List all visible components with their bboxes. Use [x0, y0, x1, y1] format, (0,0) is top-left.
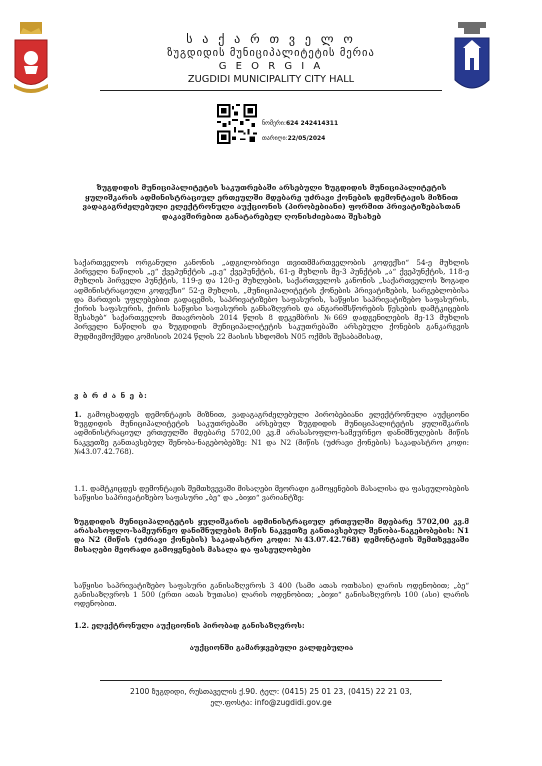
header-cityhall-georgian: ზუგდიდის მუნიციპალიტეტის მერია [167, 47, 375, 59]
doc-number [262, 120, 338, 127]
doc-number-label: ნომერი: [262, 120, 286, 127]
document-title: ზუგდიდის მუნიციპალიტეტის საკუთრებაში არსებული ზუგდიდის მუნიციპალიტეტის ყულიშკარის ადმინისტრაციულ ერთეულში მდებარე უძრავი ქონების დემონტაჟის მიზნით ვადაგაგრძელებული ელექტრონული აუქციონის (პირობებიანი) ფორმით პრივატიზებასთან დაკავშირებით განატარებელ ღონისძიებათა შესახებ [82, 183, 461, 221]
footer-divider [100, 680, 442, 681]
header-country-english: G E O R G I A [218, 61, 324, 72]
header-cityhall-english: ZUGDIDI MUNICIPALITY CITY HALL [187, 74, 355, 85]
doc-date-label: თარიღი: [262, 135, 288, 142]
item-1-2: 1.2. ელექტრონული აუქციონის პირობად განისაზღვროს: [74, 621, 305, 630]
doc-number-value: 624 242414311 [285, 120, 339, 127]
intro-paragraph: საქართველოს ორგანული კანონის „ადგილობრივი თვითმმართველობის კოდექსი“ 54-ე მუხლის პირველი ნაწილის „ე“ ქვეპუნქტის „ე.ე“ ქვეპუნქტის, 61-ე მუხლის მე-3 პუნქტის „ა“ ქვეპუნქტის, 118-ე მუხლის პირველი პუნქტის, 119-ე და 120-ე მუხლების, საქართველოს კანონის „საქართველოს ზოგადი ადმინისტრაციული კოდექსი“ 52-ე მუხლის, „მუნიციპალიტეტის ქონების პრივატიზების, სარგებლობისა და მართვის უფლებებით გადაცემის, საპრივატიზებო საფასურის, საწყისი საპრივატიზებო საფასურის, ქირის საფასურის, ქირის საწყისი საფასურის განსაზღვრის და ანგარიშსწორების წესების დამტკიცების შესახებ“ საქართველოს მთავრობის 2014 წლის 8 დეკემბრის №669 დადგენილების მე-13 მუხლის პირველი ნაწილის და ზუგდიდის მუნიციპალიტეტის საკუთრებაში არსებული ქონების განკარგვის მუდმივმოქმედი კომისიის 2024 წლის 22 მაისის სხდომის N05 ოქმის შესაბამისად, [74, 258, 469, 341]
item-1-text: გამოცხადდეს დემონტაჟის მიზნით, ვადაგაგრძელებული პირობებიანი ელექტრონული აუქციონი ზუგდიდის მუნიციპალიტეტის საკუთრებაში არსებულ ზუგდიდის მუნიციპალიტეტის ყულიშკარის ადმინისტრაციულ ერთეულში მდებარე 5702,00 კვ.მ არასასოფლო-სამეურნეო დანიშნულების მიწის ნაკვეთზე განთავსებულ შენობა-ნაგებობებზე: N1 და N2 (მიწის (უძრავი ქონების) საკადასტრო კოდი: №43.07.42.768). [74, 410, 469, 456]
item-1-1-property: ზუგდიდის მუნიციპალიტეტის ყულიშკარის ადმინისტრაციულ ერთეულში მდებარე 5702,00 კვ.მ არასასოფლო-სამეურნეო დანიშნულების მიწის ნაკვეთზე განთავსებულ შენობა-ნაგებობების: N1 და N2 (მიწის (უძრავი ქონების) საკადასტრო კოდი: №43.07.42.768) დემონტაჟის შემთხვევაში მისაღები მეორადი გამოყენების მასალა და ფასეულობები [74, 517, 469, 554]
qr-code-icon [217, 104, 257, 144]
footer-email: ელ.ფოსტა: info@zugdidi.gov.ge [210, 698, 332, 707]
doc-date [262, 135, 325, 142]
starting-price: საწყისი საპრივატიზებო საფასური განისაზღვროს 3 400 (სამი ათას ოთხასი) ლარის ოდენობით; „ბე“ განისაზღვროს 1 500 (ერთი ათას ხუთასი) ლარის ოდენობით; „ბიჯი“ განისაზღვროს 100 (ასი) ლარის ოდენობით. [74, 581, 469, 609]
decree-label: ვ ბ რ ძ ა ნ ე ბ: [74, 391, 148, 400]
item-1-number: 1. [74, 410, 82, 419]
item-1-1-text: დამტკიცდეს დემონტაჟის შემთხვევაში მისაღები მეორადი გამოყენების მასალისა და ფასეულობების საწყისი საპრივატიზებო საფასური „ბე“ და „ბიჯი“ ვარიანტზე: [74, 484, 469, 503]
item-1-1 [74, 484, 469, 502]
doc-date-value: 22/05/2024 [287, 135, 326, 142]
item-1-2-sub: აუქციონში გამარჯვებული ვალდებულია [189, 643, 354, 652]
header-country-georgian: ს ა ქ ა რ თ ვ ე ლ ო [186, 32, 356, 46]
item-1 [74, 410, 469, 456]
footer-address: 2100 ზუგდიდი, რუსთაველის ქ.90. ტელ: (0415) 25 01 23, (0415) 22 21 03, [130, 687, 412, 696]
header-divider [100, 90, 442, 91]
item-1-1-number: 1.1. [74, 484, 88, 493]
